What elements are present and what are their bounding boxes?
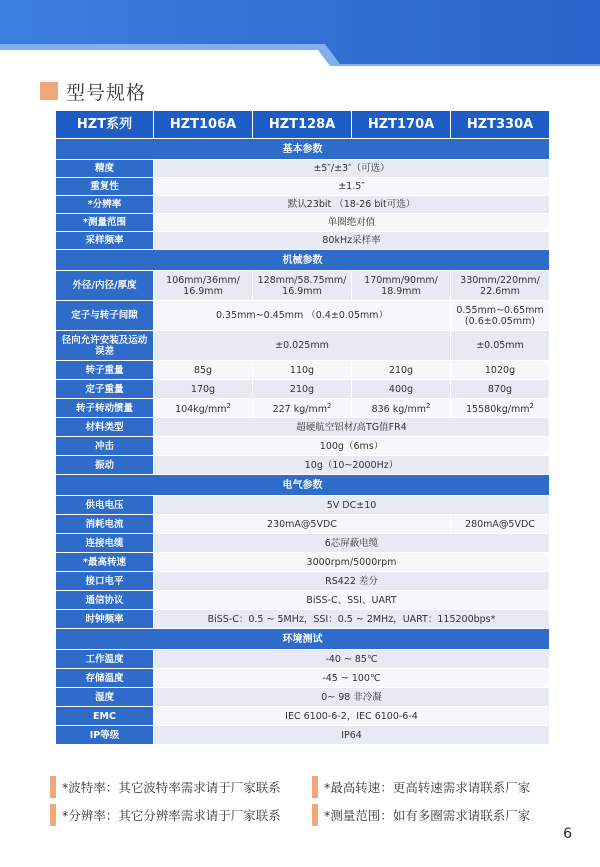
inertia-sup: 2 bbox=[425, 401, 431, 410]
row-value: IP64 bbox=[154, 726, 550, 745]
note-text: *测量范围：如有多圈需求请联系厂家 bbox=[324, 808, 531, 823]
category-env: 环境测试 bbox=[56, 629, 550, 650]
table-row bbox=[56, 331, 550, 361]
header-hzt106a: HZT106A bbox=[154, 111, 253, 139]
cell-hzt170a: 210g bbox=[352, 361, 451, 380]
inertia-value: 104kg/mm bbox=[175, 404, 227, 416]
spec-table bbox=[55, 110, 550, 745]
table-row bbox=[56, 610, 550, 629]
table-row bbox=[56, 361, 550, 380]
cell-hzt128a: 110g bbox=[253, 361, 352, 380]
table-row bbox=[56, 196, 550, 214]
note-resolution bbox=[50, 806, 281, 826]
table-row bbox=[56, 669, 550, 688]
table-row bbox=[56, 437, 550, 456]
row-value: 单圈绝对值 bbox=[154, 214, 550, 232]
row-label: 时钟频率 bbox=[56, 610, 154, 629]
row-label: 精度 bbox=[56, 160, 154, 178]
cell-hzt106a: 170g bbox=[154, 380, 253, 399]
row-value: -40 ~ 85℃ bbox=[154, 650, 550, 669]
table-header-row bbox=[56, 111, 550, 139]
row-label: 通信协议 bbox=[56, 591, 154, 610]
row-value: 3000rpm/5000rpm bbox=[154, 553, 550, 572]
row-label: 径向允许安装及运动误差 bbox=[56, 331, 154, 361]
inertia-sup: 2 bbox=[226, 401, 231, 410]
category-basic: 基本参数 bbox=[56, 139, 550, 160]
row-value: 超硬航空铝材/高TG值FR4 bbox=[154, 418, 550, 437]
row-value: 80kHz采样率 bbox=[154, 232, 550, 250]
table-row bbox=[56, 301, 550, 331]
row-label: 连接电缆 bbox=[56, 534, 154, 553]
note-bar-icon bbox=[50, 804, 56, 826]
note-bar-icon bbox=[312, 804, 318, 826]
category-elec: 电气参数 bbox=[56, 475, 550, 496]
table-row bbox=[56, 572, 550, 591]
header-series: HZT系列 bbox=[56, 111, 154, 139]
inertia-value: 227 kg/mm bbox=[272, 404, 327, 416]
row-value: RS422 差分 bbox=[154, 572, 550, 591]
table-row bbox=[56, 178, 550, 196]
cell-hzt128a: 210g bbox=[253, 380, 352, 399]
note-bar-icon bbox=[312, 776, 318, 798]
note-text: *分辨率：其它分辨率需求请于厂家联系 bbox=[62, 808, 281, 823]
row-label: 存储温度 bbox=[56, 669, 154, 688]
row-label: *分辨率 bbox=[56, 196, 154, 214]
row-label: 转子转动惯量 bbox=[56, 399, 154, 418]
cell-hzt170a: 170mm/90mm/ 18.9mm bbox=[352, 271, 451, 301]
row-label: EMC bbox=[56, 707, 154, 726]
header-hzt170a: HZT170A bbox=[352, 111, 451, 139]
table-row bbox=[56, 650, 550, 669]
table-row bbox=[56, 591, 550, 610]
header-banner bbox=[0, 0, 600, 66]
cell-hzt106a: 106mm/36mm/ 16.9mm bbox=[154, 271, 253, 301]
cell-hzt106a: 85g bbox=[154, 361, 253, 380]
cell-hzt170a: 400g bbox=[352, 380, 451, 399]
note-range bbox=[312, 806, 530, 826]
row-label: 转子重量 bbox=[56, 361, 154, 380]
row-value: ±1.5″ bbox=[154, 178, 550, 196]
inertia-value: 15580kg/mm bbox=[466, 404, 530, 416]
header-hzt330a: HZT330A bbox=[451, 111, 550, 139]
row-label: 供电电压 bbox=[56, 496, 154, 515]
title-square-icon bbox=[40, 82, 58, 100]
row-value: BiSS-C、SSI、UART bbox=[154, 591, 550, 610]
cell-hzt330a bbox=[451, 399, 550, 418]
note-text: *最高转速：更高转速需求请联系厂家 bbox=[324, 780, 531, 795]
row-label: 工作温度 bbox=[56, 650, 154, 669]
row-label: 湿度 bbox=[56, 688, 154, 707]
cell-hzt128a: 128mm/58.75mm/ 16.9mm bbox=[253, 271, 352, 301]
table-row bbox=[56, 380, 550, 399]
row-label: 定子与转子间隙 bbox=[56, 301, 154, 331]
row-value: BiSS-C：0.5 ~ 5MHz，SSI：0.5 ~ 2MHz，UART：115200bps* bbox=[154, 610, 550, 629]
cell-hzt170a bbox=[352, 399, 451, 418]
row-label: 冲击 bbox=[56, 437, 154, 456]
section-title bbox=[40, 80, 146, 102]
note-speed bbox=[312, 778, 530, 798]
row-value: 0~ 98 非冷凝 bbox=[154, 688, 550, 707]
table-row bbox=[56, 496, 550, 515]
inertia-value: 836 kg/mm bbox=[371, 404, 426, 416]
row-label: 振动 bbox=[56, 456, 154, 475]
table-row bbox=[56, 418, 550, 437]
cell-hzt128a bbox=[253, 399, 352, 418]
note-text: *波特率：其它波特率需求请于厂家联系 bbox=[62, 780, 281, 795]
cell-hzt330a: 330mm/220mm/ 22.6mm bbox=[451, 271, 550, 301]
table-row bbox=[56, 214, 550, 232]
table-row bbox=[56, 688, 550, 707]
table-row bbox=[56, 456, 550, 475]
row-label: 接口电平 bbox=[56, 572, 154, 591]
category-mech: 机械参数 bbox=[56, 250, 550, 271]
row-value: IEC 6100-6-2，IEC 6100-6-4 bbox=[154, 707, 550, 726]
cell-hzt106-170: ±0.025mm bbox=[154, 331, 451, 361]
row-label: 采样频率 bbox=[56, 232, 154, 250]
table-row bbox=[56, 271, 550, 301]
cell-hzt330a: 870g bbox=[451, 380, 550, 399]
row-value: 默认23bit （18-26 bit可选） bbox=[154, 196, 550, 214]
table-row bbox=[56, 160, 550, 178]
row-value: 5V DC±10 bbox=[154, 496, 550, 515]
cell-hzt106a bbox=[154, 399, 253, 418]
table-row bbox=[56, 726, 550, 745]
row-value: ±5″/±3″（可选） bbox=[154, 160, 550, 178]
table-row bbox=[56, 534, 550, 553]
cell-hzt106-170: 0.35mm~0.45mm （0.4±0.05mm） bbox=[154, 301, 451, 331]
page-number: 6 bbox=[563, 826, 572, 842]
row-label: *测量范围 bbox=[56, 214, 154, 232]
note-baud bbox=[50, 778, 281, 798]
cell-hzt330a: 0.55mm~0.65mm (0.6±0.05mm) bbox=[451, 301, 550, 331]
row-value: 100g（6ms） bbox=[154, 437, 550, 456]
cell-hzt330a: 280mA@5VDC bbox=[451, 515, 550, 534]
row-label: IP等级 bbox=[56, 726, 154, 745]
row-label: 材料类型 bbox=[56, 418, 154, 437]
row-label: 外径/内径/厚度 bbox=[56, 271, 154, 301]
row-value: 10g（10~2000Hz） bbox=[154, 456, 550, 475]
table-row bbox=[56, 707, 550, 726]
row-label: 重复性 bbox=[56, 178, 154, 196]
cell-hzt330a: 1020g bbox=[451, 361, 550, 380]
header-hzt128a: HZT128A bbox=[253, 111, 352, 139]
table-row bbox=[56, 515, 550, 534]
row-label: 定子重量 bbox=[56, 380, 154, 399]
section-title-text: 型号规格 bbox=[66, 81, 147, 104]
note-bar-icon bbox=[50, 776, 56, 798]
inertia-sup: 2 bbox=[529, 401, 534, 410]
table-row bbox=[56, 232, 550, 250]
row-value: 6芯屏蔽电缆 bbox=[154, 534, 550, 553]
row-value: -45 ~ 100℃ bbox=[154, 669, 550, 688]
table-row bbox=[56, 399, 550, 418]
row-label: *最高转速 bbox=[56, 553, 154, 572]
cell-hzt330a: ±0.05mm bbox=[451, 331, 550, 361]
row-label: 消耗电流 bbox=[56, 515, 154, 534]
table-row bbox=[56, 553, 550, 572]
cell-hzt106-170: 230mA@5VDC bbox=[154, 515, 451, 534]
inertia-sup: 2 bbox=[326, 401, 332, 410]
